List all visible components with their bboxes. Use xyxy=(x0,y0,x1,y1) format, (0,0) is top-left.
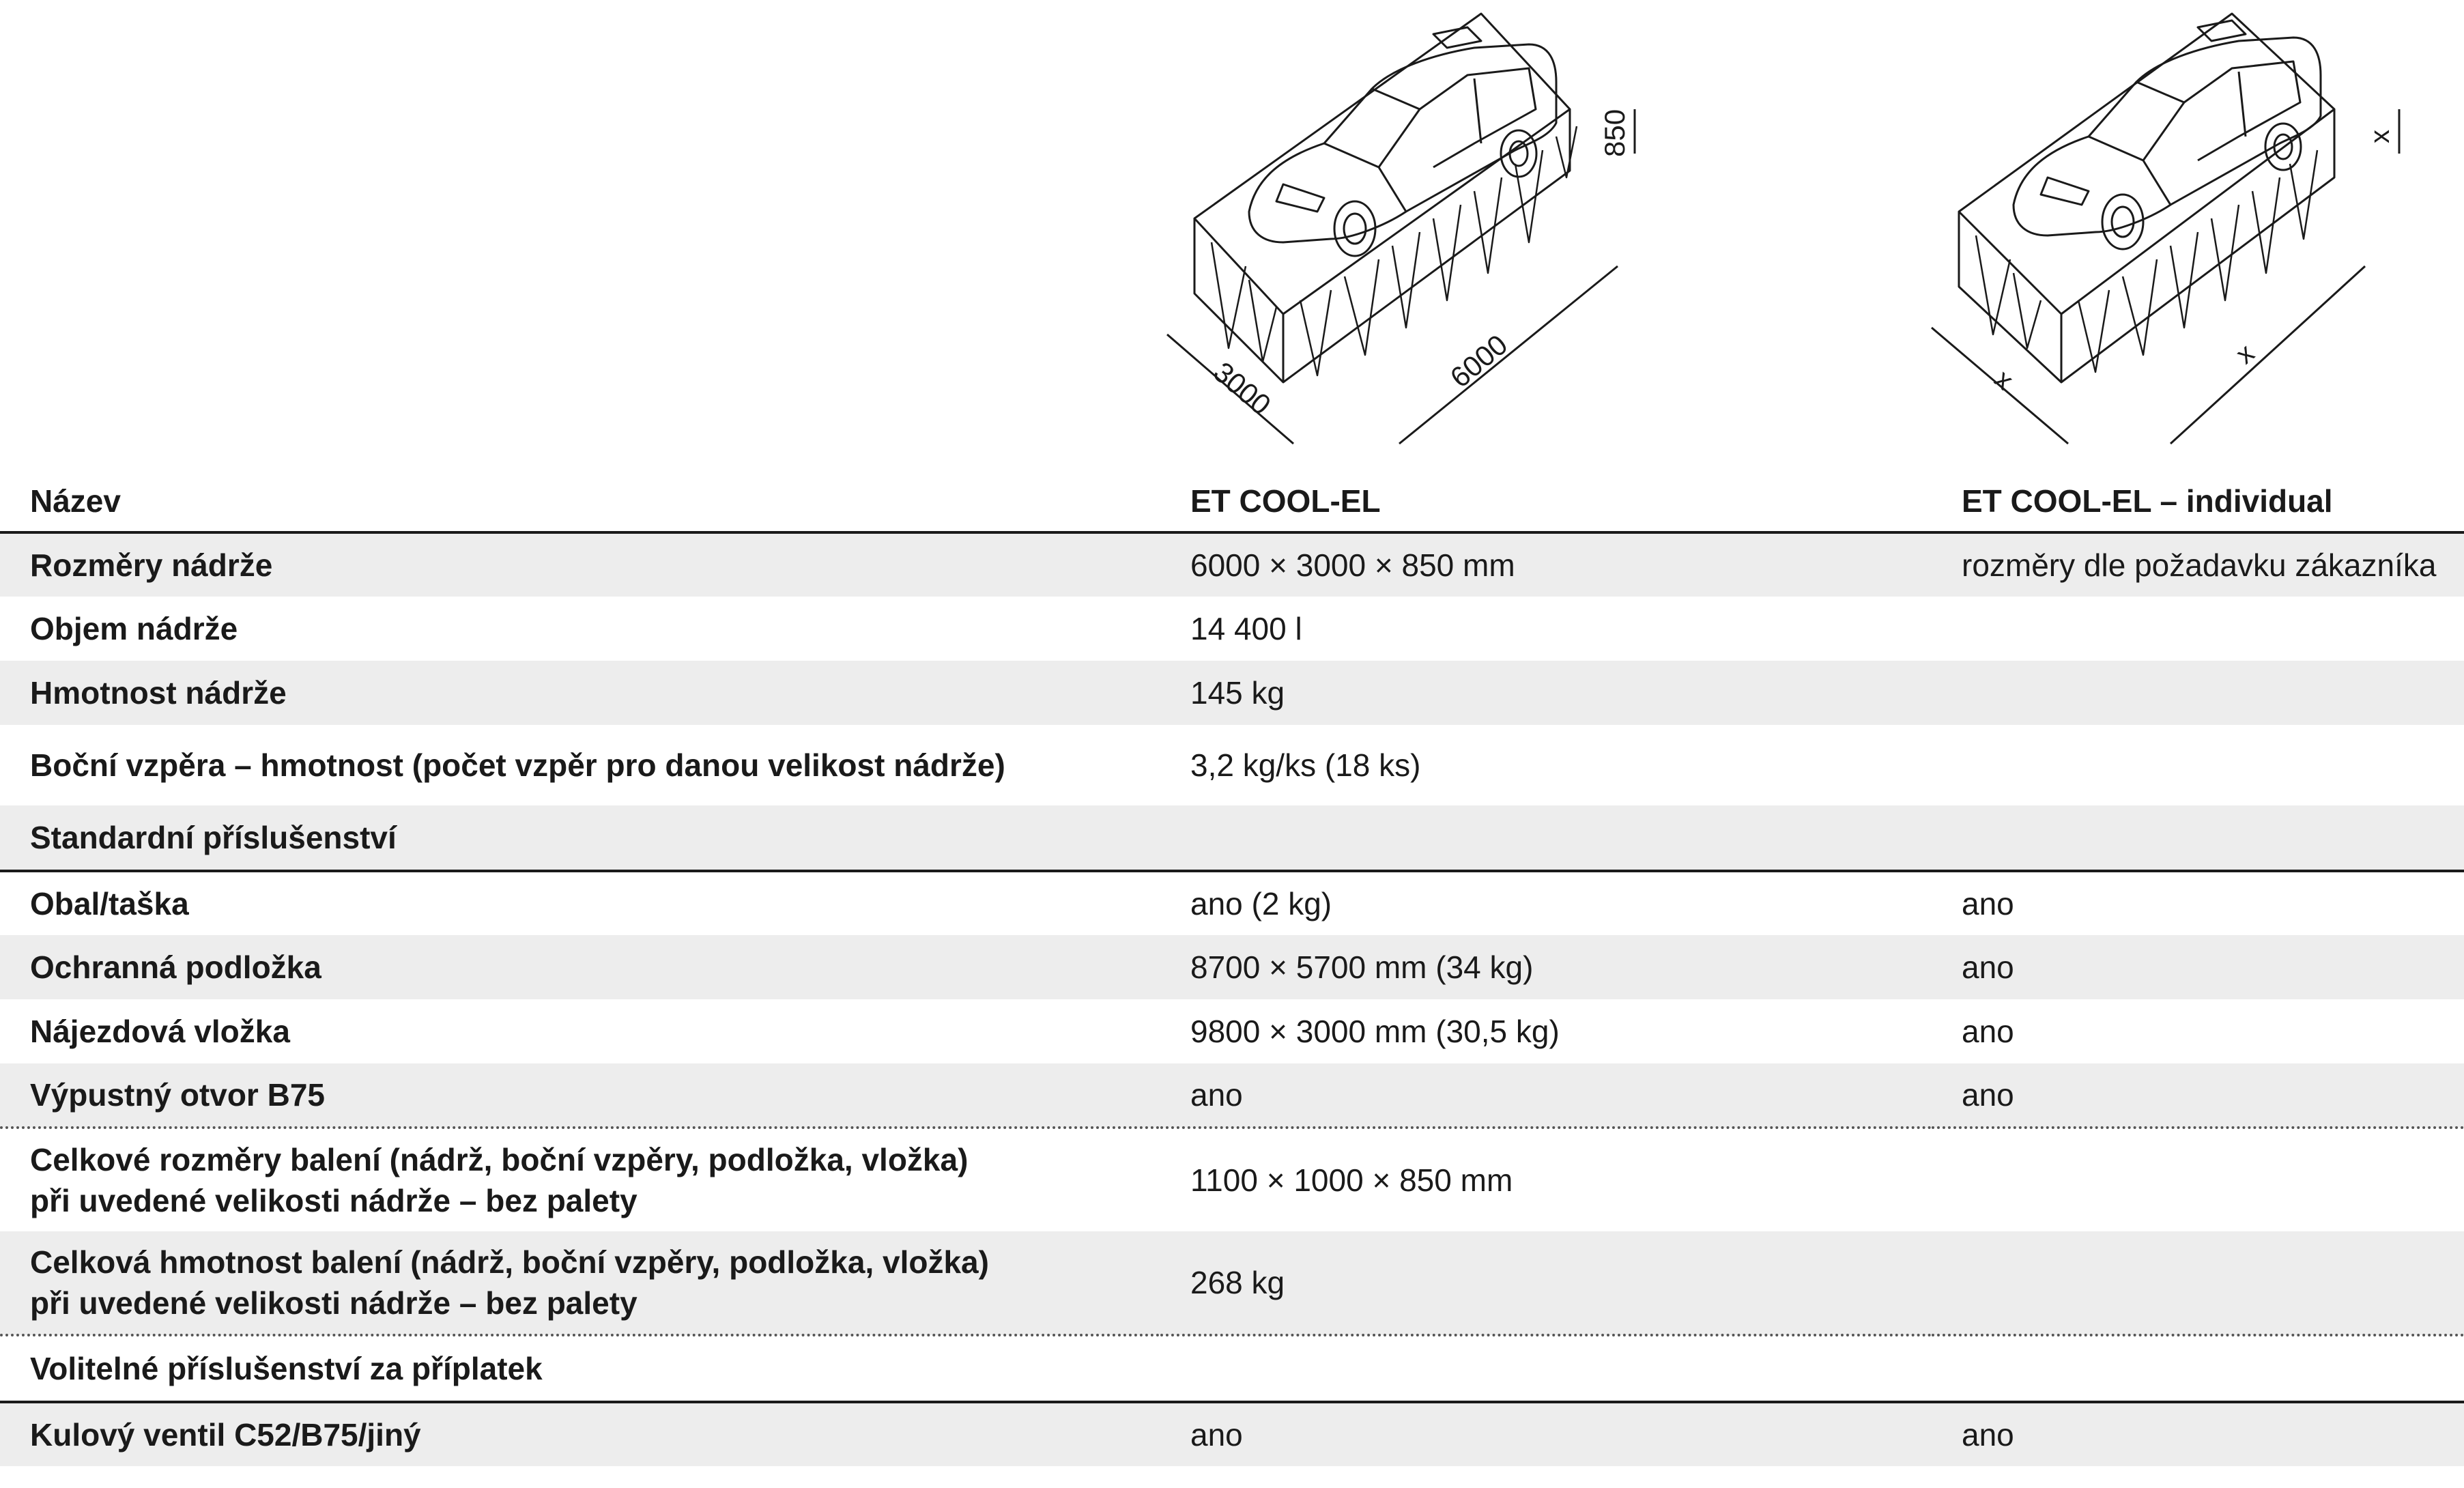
table-row xyxy=(0,935,2464,999)
row-value: ano xyxy=(1160,1402,1932,1466)
side-struts xyxy=(1976,150,2317,372)
row-value-individual xyxy=(1932,1128,2464,1231)
dim-height-label: 850 xyxy=(1599,109,1631,157)
dim-length-label: 6000 xyxy=(1444,328,1514,394)
row-label: Objem nádrže xyxy=(30,611,238,646)
table-row xyxy=(0,725,2464,805)
spec-table xyxy=(0,457,2464,1466)
section-row-optional-accessories xyxy=(0,1335,2464,1402)
row-label xyxy=(0,1128,1160,1231)
table-row xyxy=(0,1231,2464,1335)
row-value-individual: rozměry dle požadavku zákazníka xyxy=(1932,532,2464,597)
car-in-tank-drawing-individual xyxy=(1911,7,2457,450)
row-value-individual xyxy=(1932,597,2464,661)
table-row xyxy=(0,999,2464,1063)
dim-width-label: x xyxy=(1989,364,2019,396)
row-label-line1: Celkové rozměry balení (nádrž, boční vzpěry, podložka, vložka) xyxy=(30,1142,969,1177)
table-row xyxy=(0,661,2464,725)
row-value-individual: ano xyxy=(1932,1063,2464,1128)
row-value-individual: ano xyxy=(1962,886,2014,921)
row-value-individual xyxy=(1932,725,2464,805)
row-label-line2: při uvedené velikosti nádrže – bez palety xyxy=(30,1285,638,1321)
row-value-individual: ano xyxy=(1932,1402,2464,1466)
header-name: Název xyxy=(0,457,1160,532)
side-struts xyxy=(1212,126,1577,375)
row-value: 268 kg xyxy=(1160,1231,1932,1335)
row-value-individual xyxy=(1932,1231,2464,1335)
header-et-cool-el: ET COOL-EL xyxy=(1160,457,1932,532)
table-row xyxy=(0,1402,2464,1466)
car-outline xyxy=(1249,27,1556,256)
row-value: ano (2 kg) xyxy=(1190,886,1332,921)
row-value: ano xyxy=(1160,1063,1932,1128)
row-value-individual xyxy=(1932,661,2464,725)
row-label: Obal/taška xyxy=(30,886,189,921)
row-label xyxy=(0,1231,1160,1335)
row-label: Nájezdová vložka xyxy=(30,1014,290,1049)
row-value: 3,2 kg/ks (18 ks) xyxy=(1190,747,1421,783)
table-row xyxy=(0,871,2464,935)
section-row-standard-accessories xyxy=(0,805,2464,871)
dim-width-label: 3000 xyxy=(1207,355,1278,421)
section-title: Volitelné příslušenství za příplatek xyxy=(0,1335,1160,1402)
table-row xyxy=(0,1063,2464,1128)
row-label: Kulový ventil C52/B75/jiný xyxy=(0,1402,1160,1466)
tank-illustration-individual xyxy=(1911,7,2457,450)
dim-height-label: x xyxy=(2365,130,2395,143)
table-row xyxy=(0,597,2464,661)
row-value: 1100 × 1000 × 850 mm xyxy=(1160,1128,1932,1231)
row-label: Hmotnost nádrže xyxy=(0,661,1160,725)
row-value: 145 kg xyxy=(1160,661,1932,725)
header-et-cool-el-individual: ET COOL-EL – individual xyxy=(1932,457,2464,532)
table-row xyxy=(0,1128,2464,1231)
row-label-line2: při uvedené velikosti nádrže – bez palety xyxy=(30,1183,638,1218)
row-label-line1: Celková hmotnost balení (nádrž, boční vzpěry, podložka, vložka) xyxy=(30,1244,989,1280)
row-value: 8700 × 5700 mm (34 kg) xyxy=(1160,935,1932,999)
row-label: Ochranná podložka xyxy=(0,935,1160,999)
dim-length-label: x xyxy=(2230,338,2261,370)
row-label: Rozměry nádrže xyxy=(0,532,1160,597)
row-value-individual: ano xyxy=(1932,935,2464,999)
row-value: 9800 × 3000 mm (30,5 kg) xyxy=(1190,1014,1560,1049)
row-value: 14 400 l xyxy=(1190,611,1302,646)
section-title: Standardní příslušenství xyxy=(0,805,1160,871)
table-header-row xyxy=(0,457,2464,532)
row-label: Výpustný otvor B75 xyxy=(0,1063,1160,1128)
row-value-individual: ano xyxy=(1962,1014,2014,1049)
row-value: 6000 × 3000 × 850 mm xyxy=(1160,532,1932,597)
row-label: Boční vzpěra – hmotnost (počet vzpěr pro danou velikost nádrže) xyxy=(30,747,1005,783)
tank-illustration-standard xyxy=(1147,7,1665,450)
table-row xyxy=(0,532,2464,597)
car-in-tank-drawing xyxy=(1147,7,1665,450)
